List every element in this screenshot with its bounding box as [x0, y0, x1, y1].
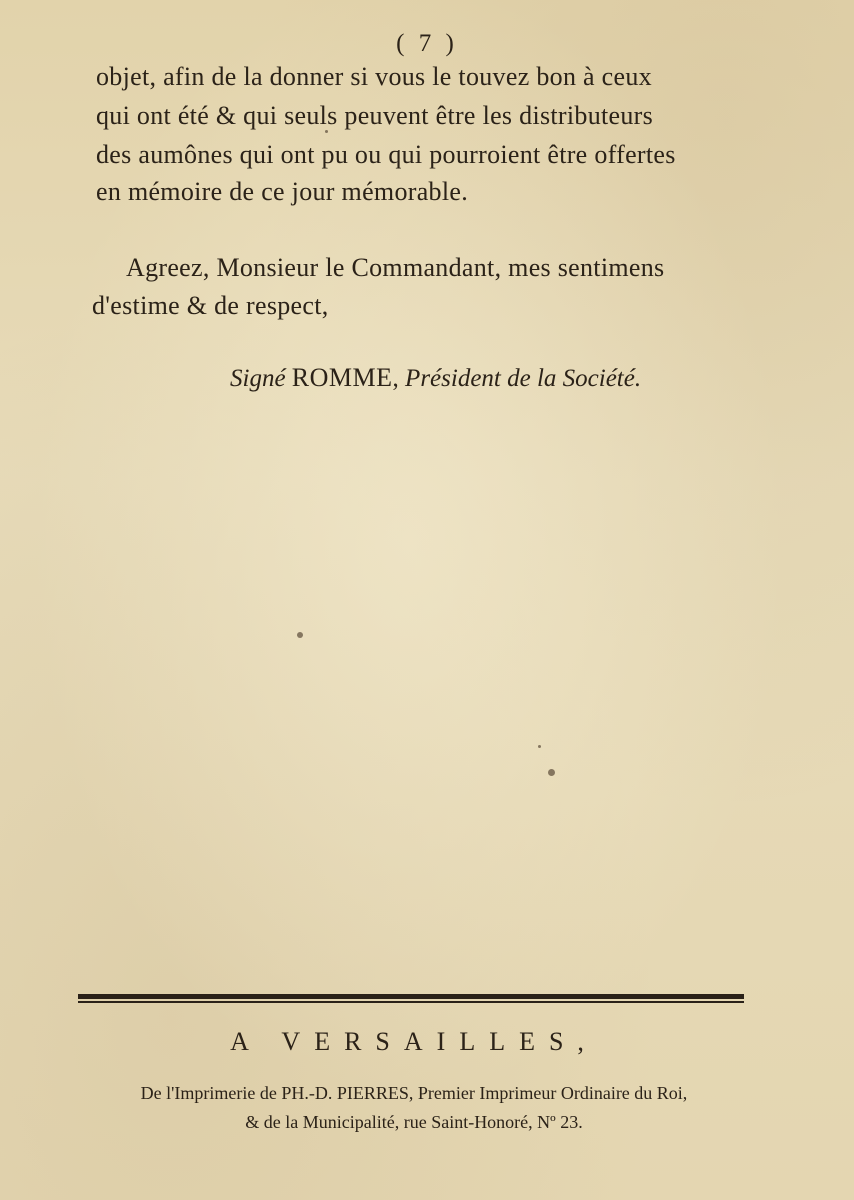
paper-speck — [297, 632, 303, 638]
imprint-city: A VERSAILLES, — [230, 1027, 598, 1056]
signature-title: Président de la Société. — [405, 365, 642, 392]
rule-thin — [78, 1001, 744, 1003]
imprint-address: & de la Municipalité, rue Saint-Honoré, Nº 23. — [245, 1112, 583, 1132]
paper-speck — [325, 130, 328, 133]
signature-signed: Signé — [230, 365, 286, 392]
body-line: qui ont été & qui seuls peuvent être les distributeurs — [96, 101, 654, 130]
body-line: en mémoire de ce jour mémorable. — [96, 177, 468, 206]
rule-thick — [78, 994, 744, 999]
body-line: des aumônes qui ont pu ou qui pourroient être offertes — [96, 140, 676, 169]
paper-speck — [538, 745, 541, 748]
double-rule-divider — [78, 994, 744, 1004]
signature-separator: , — [392, 365, 399, 392]
closing-line: Agreez, Monsieur le Commandant, mes sentimens — [126, 253, 665, 282]
page-number: ( 7 ) — [396, 30, 458, 57]
body-line: objet, afin de la donner si vous le touvez bon à ceux — [96, 62, 652, 91]
closing-line: d'estime & de respect, — [92, 291, 329, 320]
imprint-printer: De l'Imprimerie de PH.-D. PIERRES, Premier Imprimeur Ordinaire du Roi, — [140, 1083, 688, 1103]
signature — [230, 363, 641, 393]
paper-speck — [548, 769, 555, 776]
signature-name: ROMME — [291, 363, 393, 392]
